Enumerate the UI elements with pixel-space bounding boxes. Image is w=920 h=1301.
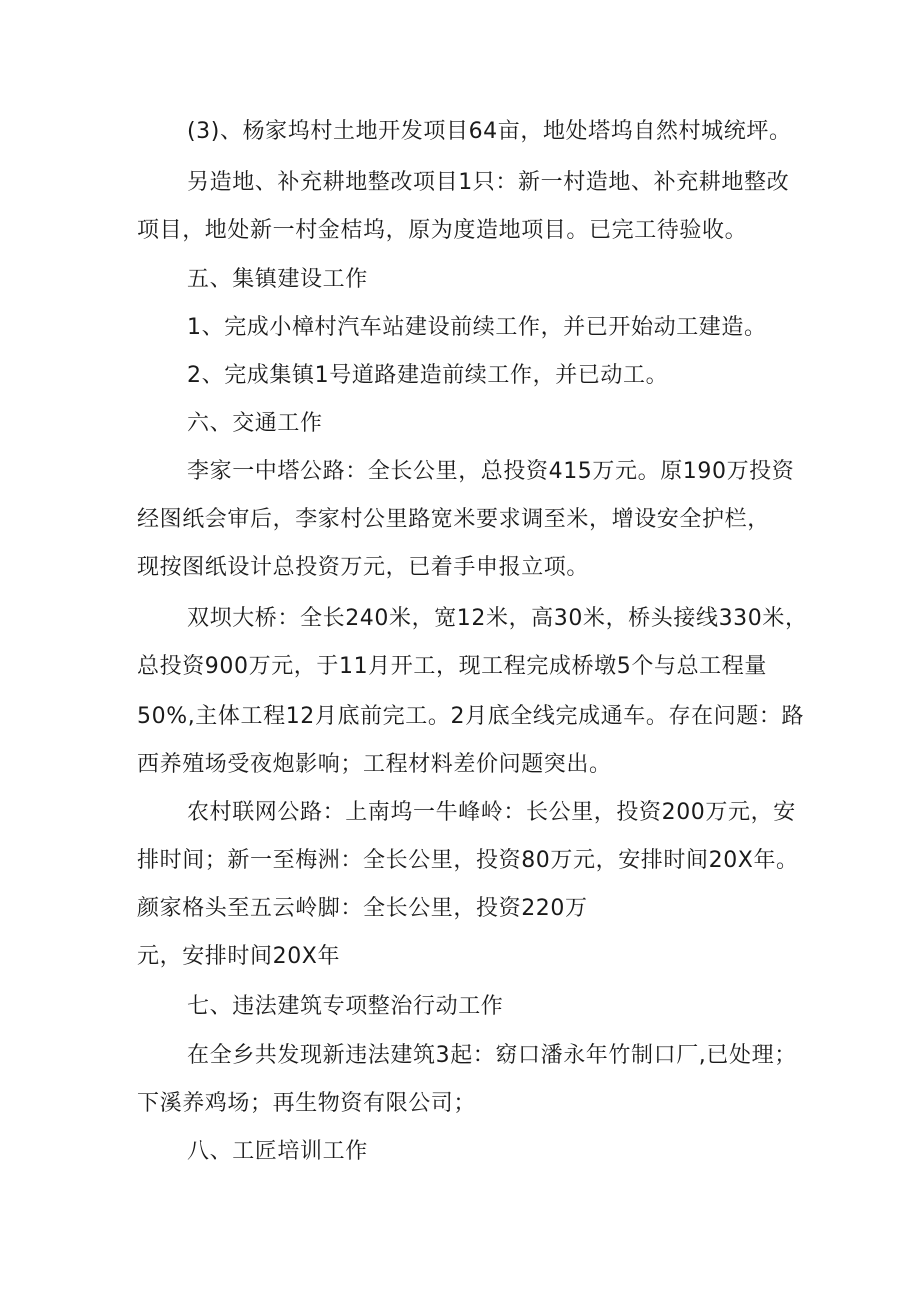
section-heading: 八、工匠培训工作 [187,1139,368,1164]
paragraph-line: 李家一中塔公路：全长公里，总投资415万元。原190万投资 [187,459,795,484]
paragraph-line: 现按图纸设计总投资万元，已着手申报立项。 [137,555,590,580]
paragraph-line: 在全乡共发现新违法建筑3起：窈口潘永年竹制口厂,已处理； [187,1043,797,1068]
paragraph-line: 另造地、补充耕地整改项目1只：新一村造地、补充耕地整改 [187,170,790,195]
paragraph-line: 西养殖场受夜炮影响；工程材料差价问题突出。 [137,752,612,777]
paragraph-line: 下溪养鸡场；再生物资有限公司； [137,1091,477,1116]
paragraph-line: 总投资900万元，于11月开工，现工程完成桥墩5个与总工程量 [137,654,767,679]
paragraph-line: 元，安排时间20X年 [137,944,341,969]
section-heading: 七、违法建筑专项整治行动工作 [187,994,504,1019]
paragraph-line: 50%,主体工程12月底前完工。2月底全线完成通车。存在问题：路 [137,704,805,729]
paragraph-line: 双坝大桥：全长240米，宽12米，高30米，桥头接线330米， [187,606,808,631]
paragraph-line: 1、完成小樟村汽车站建设前续工作，并已开始动工建造。 [187,315,767,340]
paragraph-line: 经图纸会审后，李家村公里路宽米要求调至米，增设安全护栏， [137,507,770,532]
paragraph-line: 农村联网公路：上南坞一牛峰岭：长公里，投资200万元，安 [187,800,796,825]
paragraph-line: 项目，地处新一村金桔坞，原为度造地项目。已完工待验收。 [137,218,748,243]
paragraph-line: 2、完成集镇1号道路建造前续工作，并已动工。 [187,363,669,388]
paragraph-line: 排时间；新一至梅洲：全长公里，投资80万元，安排时间20X年。 [137,848,799,873]
paragraph-line: (3)、杨家坞村土地开发项目64亩，地处塔坞自然村城统坪。 [187,119,792,144]
section-heading: 六、交通工作 [187,411,323,436]
section-heading: 五、集镇建设工作 [187,267,368,292]
paragraph-line: 颜家格头至五云岭脚：全长公里，投资220万 [137,896,588,921]
